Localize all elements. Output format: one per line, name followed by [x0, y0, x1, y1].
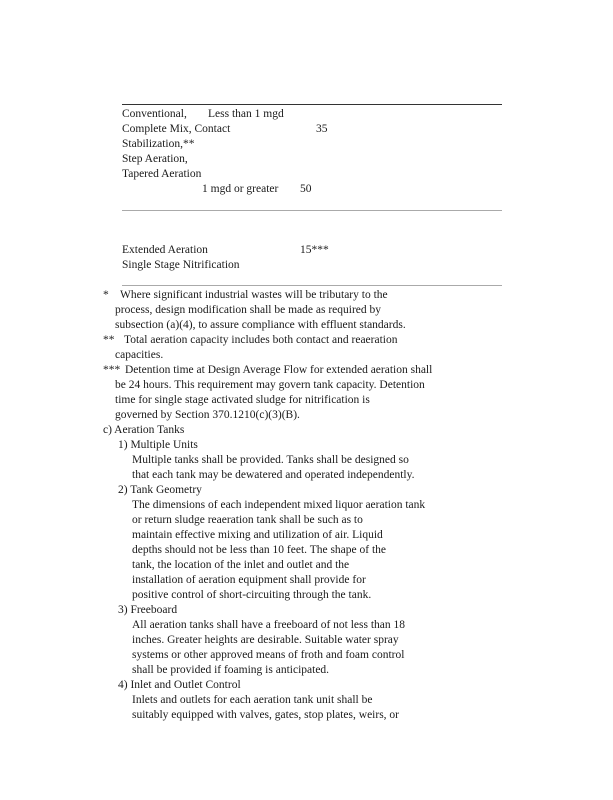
body-line: installation of aeration equipment shall provide for: [132, 574, 366, 586]
footnote-line: time for single stage activated sludge for nitrification is: [115, 394, 370, 406]
subsection-heading: 2) Tank Geometry: [118, 484, 202, 496]
table-bottom-rule: [122, 285, 502, 286]
body-line: All aeration tanks shall have a freeboard of not less than 18: [132, 619, 406, 631]
process-cell: Single Stage Nitrification: [122, 259, 240, 271]
value-cell: 15***: [300, 244, 329, 256]
body-line: maintain effective mixing and utilization of air. Liquid: [132, 529, 383, 541]
process-cell: Step Aeration,: [122, 153, 188, 165]
body-line: systems or other approved means of froth and foam control: [132, 649, 405, 661]
body-line: depths should not be less than 10 feet. The shape of the: [132, 544, 387, 556]
footnote-line: process, design modification shall be made as required by: [115, 304, 382, 316]
body-line: or return sludge reaeration tank shall be such as to: [132, 514, 363, 526]
value-cell: 35: [316, 123, 328, 135]
process-cell: Conventional,: [122, 108, 187, 120]
body-line: shall be provided if foaming is anticipated.: [132, 664, 330, 676]
body-line: that each tank may be dewatered and operated independently.: [132, 469, 415, 481]
body-line: Multiple tanks shall be provided. Tanks shall be designed so: [132, 454, 409, 466]
footnote-line: be 24 hours. This requirement may govern tank capacity. Detention: [115, 379, 425, 391]
process-cell: Extended Aeration: [122, 244, 208, 256]
value-cell: 50: [300, 183, 312, 195]
footnote-line: Total aeration capacity includes both contact and reaeration: [124, 334, 398, 346]
body-line: inches. Greater heights are desirable. Suitable water spray: [132, 634, 399, 646]
footnote-marker: ***: [103, 364, 121, 376]
subsection-heading: 4) Inlet and Outlet Control: [118, 679, 241, 691]
table-top-rule: [122, 104, 502, 105]
section-heading: c) Aeration Tanks: [103, 424, 185, 436]
footnote-line: Detention time at Design Average Flow for extended aeration shall: [125, 364, 433, 376]
subsection-heading: 1) Multiple Units: [118, 439, 198, 451]
footnote-marker: **: [103, 334, 115, 346]
size-cell: 1 mgd or greater: [202, 183, 279, 195]
size-cell: Less than 1 mgd: [208, 108, 284, 120]
body-line: The dimensions of each independent mixed liquor aeration tank: [132, 499, 426, 511]
body-line: suitably equipped with valves, gates, stop plates, weirs, or: [132, 709, 400, 721]
process-cell: Tapered Aeration: [122, 168, 202, 180]
table-divider: [122, 210, 502, 211]
body-line: positive control of short-circuiting through the tank.: [132, 589, 372, 601]
footnote-marker: *: [103, 289, 109, 301]
process-cell: Stabilization,**: [122, 138, 195, 150]
footnote-line: Where significant industrial wastes will be tributary to the: [120, 289, 388, 301]
footnote-line: subsection (a)(4), to assure compliance with effluent standards.: [115, 319, 406, 331]
body-line: tank, the location of the inlet and outlet and the: [132, 559, 350, 571]
process-cell: Complete Mix, Contact: [122, 123, 231, 135]
body-line: Inlets and outlets for each aeration tank unit shall be: [132, 694, 373, 706]
footnote-line: governed by Section 370.1210(c)(3)(B).: [115, 409, 300, 421]
footnote-line: capacities.: [115, 349, 164, 361]
subsection-heading: 3) Freeboard: [118, 604, 178, 616]
